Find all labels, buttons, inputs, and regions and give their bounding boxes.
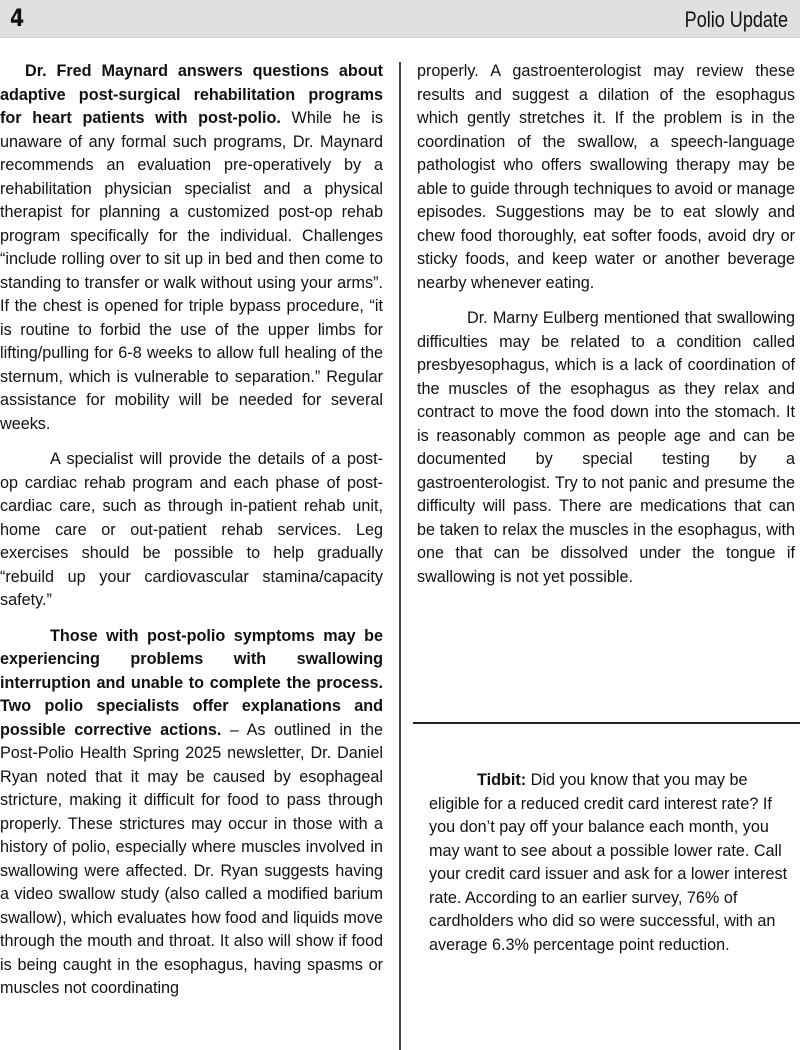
tidbit-label: Tidbit: (477, 771, 527, 789)
publication-title: Polio Update (684, 7, 788, 32)
right-column (417, 60, 795, 589)
section-divider (413, 722, 800, 724)
article-maynard-paragraph (0, 60, 383, 436)
article-swallowing-headline: Those with post-polio symptoms may be experiencing problems with swallowing interruption and unable to complete the process. Two polio specialists offer explanations and possible corrective actions. (0, 626, 383, 739)
tidbit-text: Did you know that you may be eligible for a reduced credit card interest rate? If you don’t pay off your balance each month, you may want to see about a possible lower rate. Call your credit card issuer and ask for a lower interest rate. According to an earlier survey, 76% of cardholders who did so were successful, with an average 6.3% percentage point reduction. (429, 771, 788, 954)
article-maynard-paragraph-2: A specialist will provide the details of a post-op cardiac rehab program and each phase of post-cardiac care, such as through in-patient rehab unit, home care or out-patient rehab services. Leg exercises should be possible to help gradually “rebuild up your cardiovascular stamina/capacity safety.” (0, 450, 383, 609)
article-swallowing-body: – As outlined in the Post-Polio Health Spring 2025 newsletter, Dr. Daniel Ryan noted that it may be caused by esophageal stricture, making it difficult for food to pass through properly. These strictures may occur in those with a history of polio, especially where muscles involved in swallowing were affected. Dr. Ryan suggests having a video swallow study (also called a modified barium swallow), which evaluates how food and liquids move through the mouth and throat. It also will show if food is being caught in the esophagus, having spasms or muscles not coordinating (0, 720, 383, 997)
article-maynard-headline: Dr. Fred Maynard answers questions about adaptive post-surgical rehabilitation programs for heart patients with post-polio. (0, 62, 383, 127)
article-swallowing-continuation: properly. A gastroenterologist may review these results and suggest a dilation of the esophagus which gently stretches it. If the problem is in the coordination of the swallow, a speech-language pathologist who offers swallowing therapy may be able to guide through techniques to avoid or manage episodes. Suggestions may be to eat slowly and chew food thoroughly, eat softer foods, avoid dry or sticky foods, and keep water or another beverage nearby whenever eating. (417, 62, 795, 292)
tidbit-box (429, 769, 794, 957)
column-divider (399, 62, 401, 1050)
article-swallowing-paragraph (0, 625, 383, 1001)
tidbit-paragraph (429, 769, 794, 957)
left-column (0, 60, 383, 1001)
article-maynard-body: While he is unaware of any formal such programs, Dr. Maynard recommends an evaluation pre-operatively by a rehabilitation physician specialist and a physical therapist for planning a customized post-op rehab program specifically for the individual. Challenges “include rolling over to sit up in bed and then come to standing to transfer or walk without using your arms”. If the chest is opened for triple bypass procedure, “it is routine to forbid the use of the upper limbs for lifting/pulling for 6-8 weeks to allow full healing of the sternum, which is vulnerable to separation.” Regular assistance for mobility will be needed for several weeks. (0, 109, 383, 433)
page-header (0, 0, 800, 38)
page-number: 4 (10, 4, 25, 32)
article-eulberg-paragraph: Dr. Marny Eulberg mentioned that swallowing difficulties may be related to a condition called presbyesophagus, which is a lack of coordination of the muscles of the esophagus as they relax and contract to move the food down into the stomach. It is reasonably common as people age and can be documented by special testing by a gastroenterologist. Try to not panic and presume the difficulty will pass. There are medications that can be taken to relax the muscles in the esophagus, with one that can be dissolved under the tongue if swallowing is not yet possible. (417, 309, 795, 586)
